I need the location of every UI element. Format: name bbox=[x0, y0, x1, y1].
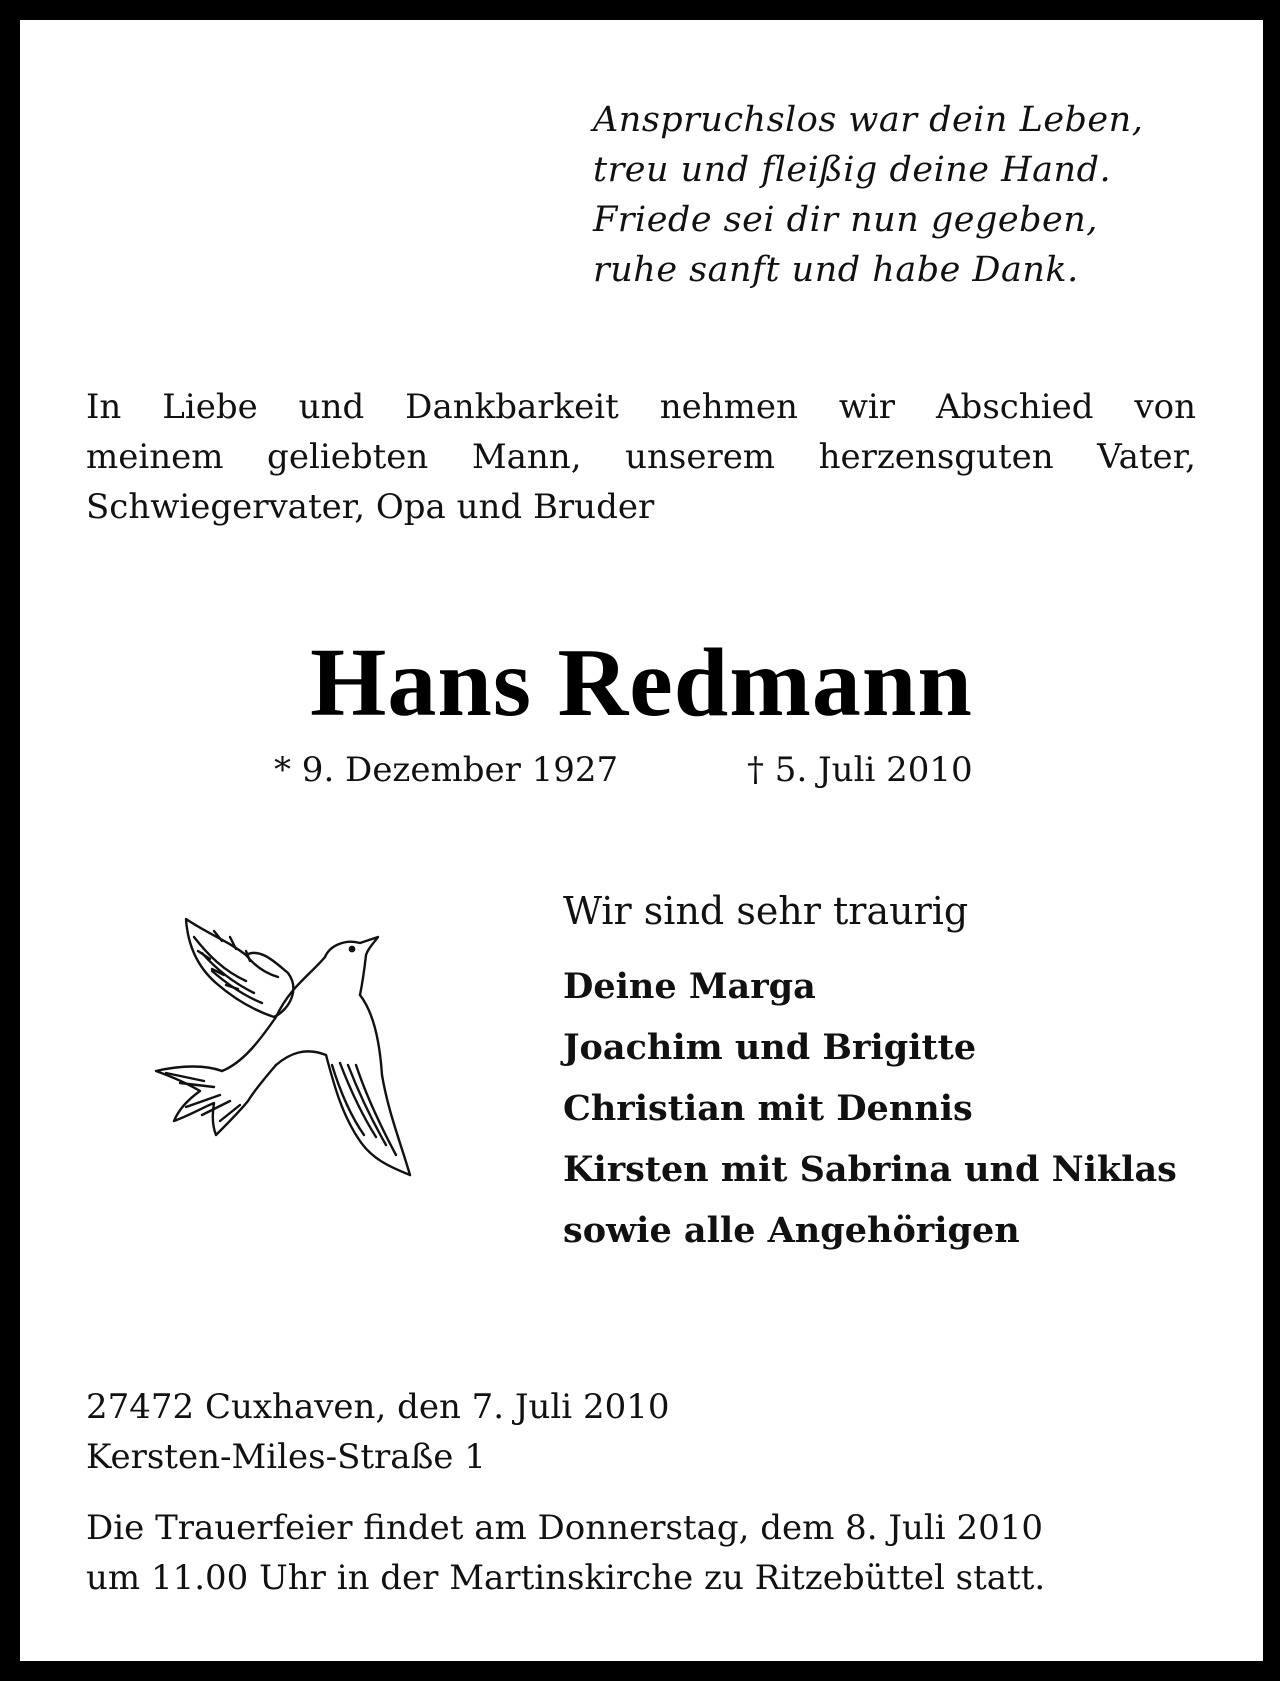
farewell-line: meinem geliebten Mann, unserem herzensguten Vater, bbox=[86, 437, 1196, 477]
obituary-notice bbox=[20, 20, 1263, 1661]
memorial-verse bbox=[593, 95, 1143, 295]
address-line: 27472 Cuxhaven, den 7. Juli 2010 bbox=[86, 1387, 670, 1427]
mourning-intro: Wir sind sehr traurig bbox=[563, 889, 969, 933]
farewell-line: Schwiegervater, Opa und Bruder bbox=[86, 487, 655, 527]
birth-date: * 9. Dezember 1927 bbox=[274, 750, 619, 790]
mourners-list bbox=[563, 956, 1177, 1261]
address-line: Kersten-Miles-Straße 1 bbox=[86, 1437, 486, 1477]
mourner-name: Christian mit Dennis bbox=[563, 1088, 973, 1129]
verse-line: treu und fleißig deine Hand. bbox=[593, 150, 1112, 190]
farewell-text bbox=[86, 382, 1196, 532]
mourner-name: Joachim und Brigitte bbox=[563, 1027, 977, 1068]
deceased-name: Hans Redmann bbox=[310, 629, 973, 737]
service-line: Die Trauerfeier findet am Donnerstag, dem 8. Juli 2010 bbox=[86, 1508, 1043, 1548]
mourner-name: sowie alle Angehörigen bbox=[563, 1210, 1020, 1251]
service-line: um 11.00 Uhr in der Martinskirche zu Ritzebüttel statt. bbox=[86, 1558, 1046, 1598]
verse-line: Friede sei dir nun gegeben, bbox=[593, 200, 1098, 240]
funeral-service-info bbox=[86, 1503, 1045, 1603]
death-date: † 5. Juli 2010 bbox=[747, 750, 973, 790]
mourner-name: Kirsten mit Sabrina und Niklas bbox=[563, 1149, 1177, 1190]
mourner-name: Deine Marga bbox=[563, 966, 816, 1007]
verse-line: ruhe sanft und habe Dank. bbox=[593, 250, 1079, 290]
farewell-line: In Liebe und Dankbarkeit nehmen wir Abschied von bbox=[86, 387, 1196, 427]
verse-line: Anspruchslos war dein Leben, bbox=[593, 100, 1144, 140]
dove-icon bbox=[150, 915, 412, 1215]
address-block bbox=[86, 1382, 670, 1482]
